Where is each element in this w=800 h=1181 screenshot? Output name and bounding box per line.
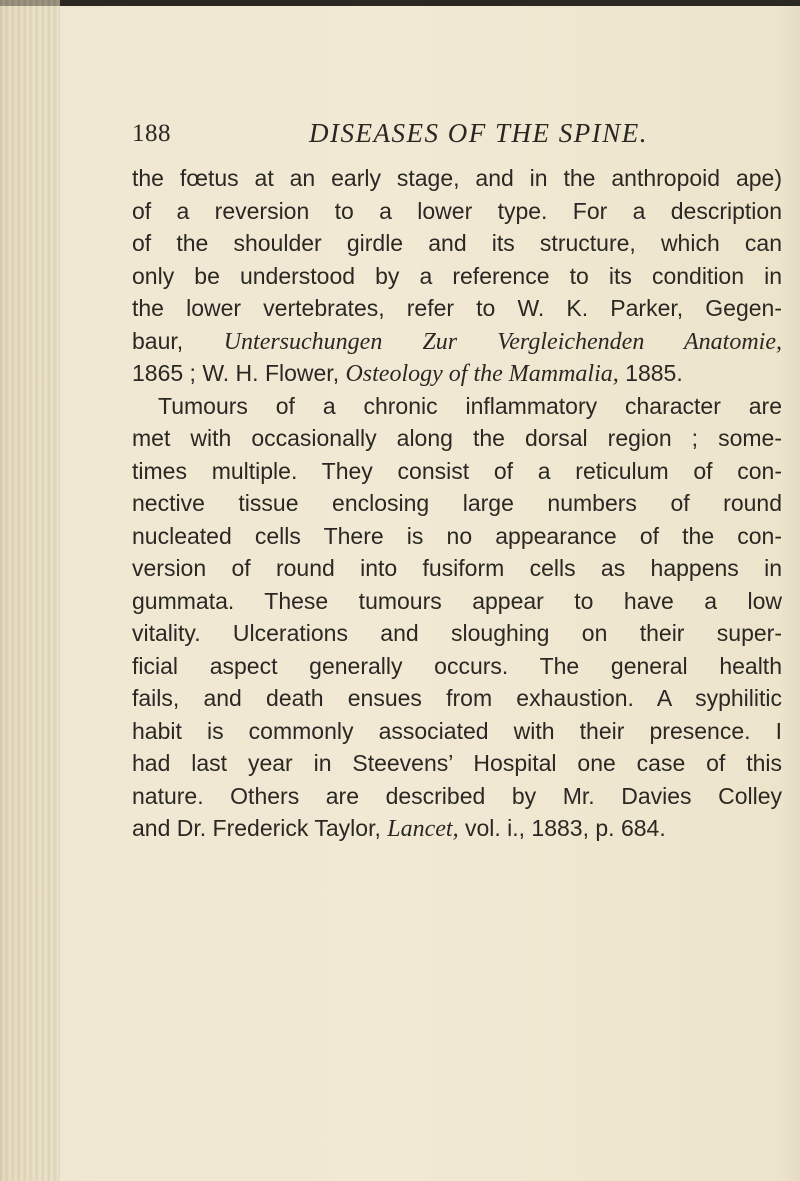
text-line: ficial aspect generally occurs. The general health: [132, 652, 782, 679]
text-line: times multiple. They consist of a reticulum of con-: [132, 457, 782, 484]
text-line: nature. Others are described by Mr. Davies Colley: [132, 782, 782, 809]
running-head: [0, 112, 800, 152]
text-line: had last year in Steevens’ Hospital one case of this: [132, 750, 782, 776]
text-line: only be understood by a reference to its condition in: [132, 262, 782, 289]
text-line: the lower vertebrates, refer to W. K. Parker, Gegen-: [132, 295, 782, 321]
text-line: the fœtus at an early stage, and in the anthropoid ape): [132, 165, 782, 191]
text-line: of the shoulder girdle and its structure, which can: [132, 230, 782, 256]
citation-title: Osteology of the Mammalia,: [345, 361, 619, 387]
citation-title: Untersuchungen Zur Vergleichenden Anatomie,: [223, 328, 782, 355]
text-line: Tumours of a chronic inflammatory character are: [158, 392, 782, 419]
text-line: nective tissue enclosing large numbers of round: [132, 490, 782, 516]
text-line: gummata. These tumours appear to have a low: [132, 587, 782, 614]
text-line: and Dr. Frederick Taylor, Lancet, vol. i., 1883, p. 684.: [132, 815, 666, 842]
page-top-edge: [0, 0, 800, 6]
text-line: version of round into fusiform cells as happens in: [132, 555, 782, 581]
text-line: met with occasionally along the dorsal region ; some-: [132, 425, 782, 451]
text-line: nucleated cells There is no appearance of the con-: [132, 522, 782, 549]
chapter-title: DISEASES OF THE SPINE.: [309, 118, 648, 148]
text-line: 1865 ; W. H. Flower, Osteology of the Mammalia, 1885.: [132, 360, 683, 387]
text-line: vitality. Ulcerations and sloughing on their super-: [132, 620, 782, 646]
text-line: of a reversion to a lower type. For a description: [132, 197, 782, 224]
page-number: 188: [132, 120, 171, 147]
text-line: habit is commonly associated with their presence. I: [132, 717, 782, 744]
citation-title: Lancet,: [387, 816, 459, 842]
book-spine-edge: [0, 0, 60, 1181]
body-text: [132, 162, 782, 845]
text-line: fails, and death ensues from exhaustion. A syphilitic: [132, 685, 782, 711]
text-line: baur, Untersuchungen Zur Vergleichenden Anatomie,: [132, 327, 782, 355]
